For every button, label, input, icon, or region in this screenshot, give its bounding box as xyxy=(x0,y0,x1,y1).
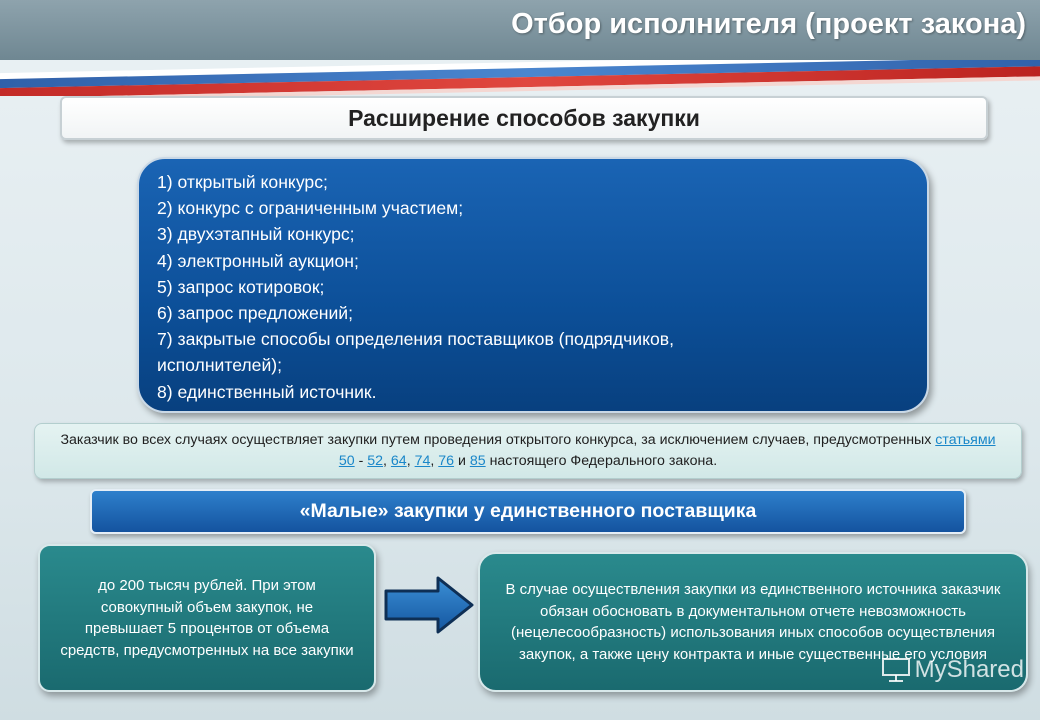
law-note-text: Заказчик во всех случаях осуществляет закупки путем проведения открытого конкурса, за исключением случаев, предусмотренных статьями 50 - 52, 64, 74, 76 и 85 настоящего Федерального закона. xyxy=(60,432,996,469)
threshold-box xyxy=(38,544,376,692)
link-article-50[interactable]: статьями 50 xyxy=(338,432,996,469)
list-item: исполнителей); xyxy=(157,355,283,376)
page-title: Отбор исполнителя (проект закона) xyxy=(511,8,1026,40)
right-arrow-icon xyxy=(384,576,476,634)
link-article-74[interactable]: 74 xyxy=(414,453,431,469)
threshold-text: до 200 тысяч рублей. При этом совокупный объем закупок, не превышает 5 процентов от объема средств, предусмотренных на все закупки xyxy=(60,577,354,659)
list-item: 2) конкурс с ограниченным участием; xyxy=(157,198,464,219)
small-purchases-title: «Малые» закупки у единственного поставщика xyxy=(299,500,757,522)
link-article-76[interactable]: 76 xyxy=(438,453,455,469)
list-item: 7) закрытые способы определения поставщиков (подрядчиков, xyxy=(157,329,675,350)
list-item: 1) открытый конкурс; xyxy=(157,172,328,192)
header-bar xyxy=(0,0,1040,60)
watermark-text: MyShared xyxy=(914,656,1024,683)
link-article-85[interactable]: 85 xyxy=(469,453,486,469)
watermark xyxy=(881,656,1024,684)
methods-list xyxy=(157,169,907,405)
list-item: 5) запрос котировок; xyxy=(157,276,325,297)
presentation-icon xyxy=(881,657,911,683)
link-article-64[interactable]: 64 xyxy=(390,453,407,469)
law-note xyxy=(34,423,1022,479)
link-article-52[interactable]: 52 xyxy=(367,453,384,469)
justification-text: В случае осуществления закупки из единственного источника заказчик обязан обосновать в документальном отчете невозможность (нецелесообразность) использования иных способов осуществления закупок, а также цену контракта и иные существенные его условия xyxy=(505,581,1001,663)
small-purchases-bar xyxy=(90,489,966,534)
section-title: Расширение способов закупки xyxy=(348,104,700,131)
section-title-box xyxy=(60,96,988,140)
list-item: 8) единственный источник. xyxy=(157,381,377,402)
procurement-methods-panel xyxy=(137,157,929,413)
list-item: 3) двухэтапный конкурс; xyxy=(157,224,355,245)
list-item: 4) электронный аукцион; xyxy=(157,250,359,271)
list-item: 6) запрос предложений; xyxy=(157,303,354,324)
flag-stripes xyxy=(0,60,1040,96)
